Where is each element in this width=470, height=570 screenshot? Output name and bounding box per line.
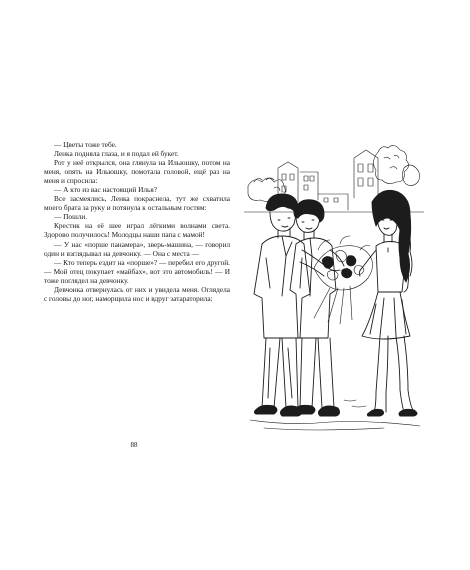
paragraph: Девчонка отвернулась от них и увидела меня. Оглядела с головы до ног, наморщила нос и вдруг затараторила: xyxy=(44,284,230,303)
page-number: 88 xyxy=(130,441,138,449)
boy-left-figure xyxy=(254,194,340,416)
paragraph: Крестик на её шее играл лёгкими волнами света. Здорово получилось! Молодцы наши папа с мамой! xyxy=(44,221,230,240)
paragraph: Ленка подняла глаза, и я подал ей букет. xyxy=(54,149,179,159)
paragraph: — Пошли. xyxy=(54,212,88,222)
illustration-image xyxy=(244,138,424,444)
bouquet xyxy=(314,236,373,324)
girl-figure xyxy=(359,190,417,416)
paragraph: Все засмеялись, Ленка покраснела, тут же схватила моего брата за руку и потянула к остальным гостям: xyxy=(44,194,230,213)
paragraph: — Цветы тоже тебе. xyxy=(54,140,117,149)
paragraph: — А кто из вас настоящий Илья? xyxy=(54,185,157,195)
right-page-illustration xyxy=(244,138,424,444)
left-page-text xyxy=(44,140,230,440)
paragraph: — У нас «порше панамера», зверь-машина, — говорил один и взглядывал на девчонку. — Она с места — xyxy=(44,239,230,258)
boy-middle-figure xyxy=(290,200,344,416)
paragraph: — Кто теперь ездит на «порше»? — перебил его другой. — Мой отец покупает «майбах», вот это автомобиль! — И тоже поглядел на девчонку. xyxy=(44,257,230,285)
paragraph: Рот у неё открылся, она глянула на Ильюшку, потом на меня, опять на Ильюшку, помотала головой, ещё раз на меня и спросила: xyxy=(44,158,230,186)
